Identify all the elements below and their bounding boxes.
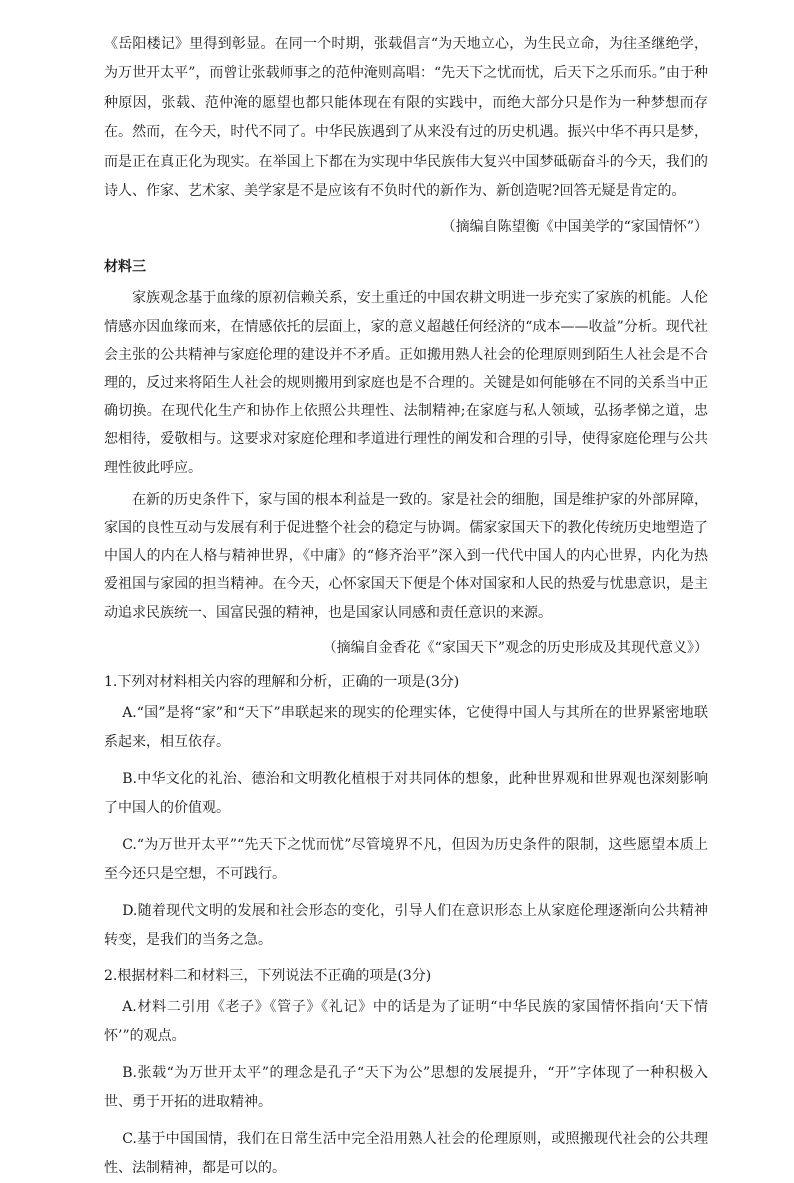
question-1-option-c: C.“为万世开太平”“先天下之忧而忧”尽管境界不凡，但因为历史条件的限制，这些愿望本质上至今还只是空想，不可践行。: [104, 836, 708, 882]
question-2-option-c: C.基于中国国情，我们在日常生活中完全沿用熟人社会的伦理原则，或照搬现代社会的公共理性、法制精神，都是可以的。: [104, 1130, 708, 1176]
question-1-option-a: A.“国”是将“家”和“天下”串联起来的现实的伦理实体，它使得中国人与其所在的世界紧密地联系起来，相互依存。: [104, 704, 708, 750]
question-2-option-b: B.张载“为万世开太平”的理念是孔子“天下为公”思想的发展提升，“开”字体现了一种积极入世、勇于开拓的进取精神。: [104, 1064, 708, 1110]
material3-paragraph-1: 家族观念基于血缘的原初信赖关系，安土重迁的中国农耕文明进一步充实了家族的机能。人伦情感亦因血缘而来，在情感依托的层面上，家的意义超越任何经济的“成本——收益”分析。现代社会主张的公共精神与家庭伦理的建设并不矛盾。正如搬用熟人社会的伦理原则到陌生人社会是不合理的，反过来将陌生人社会的规则搬用到家庭也是不合理的。关键是如何能够在不同的关系当中正确切换。在现代化生产和协作上依照公共理性、法制精神;在家庭与私人领域，弘扬孝悌之道，忠恕相待，爱敬相与。这要求对家庭伦理和孝道进行理性的阐发和合理的引导，使得家庭伦理与公共理性彼此呼应。: [104, 290, 708, 476]
material3-heading: 材料三: [104, 259, 146, 276]
material3-section: [104, 254, 708, 660]
question-2: [104, 963, 708, 1183]
material3-paragraph-2: 在新的历史条件下，家与国的根本利益是一致的。家是社会的细胞，国是维护家的外部屏障，家国的良性互动与发展有利于促进整个社会的稳定与协调。儒家家国天下的教化传统历史地塑造了中国人的内在人格与精神世界，《中庸》的“修齐治平”深入到一代代中国人的内心世界，内化为热爱祖国与家园的担当精神。在今天，心怀家国天下便是个体对国家和人民的热爱与忧患意识，是主动追求民族统一、国富民强的精神，也是国家认同感和责任意识的来源。: [104, 491, 708, 621]
question-1-option-d: D.随着现代文明的发展和社会形态的变化，引导人们在意识形态上从家庭伦理逐渐向公共精神转变，是我们的当务之急。: [104, 902, 708, 948]
material2-tail-paragraph: 《岳阳楼记》里得到彰显。在同一个时期，张载倡言“为天地立心，为生民立命，为往圣继绝学，为万世开太平”，而曾让张载师事之的范仲淹则高唱：“先天下之忧而忧，后天下之乐而乐。”由于种种原因，张载、范仲淹的愿望也都只能体现在有限的实践中，而绝大部分只是作为一种梦想而存在。然而，在今天，时代不同了。中华民族遇到了从来没有过的历史机遇。振兴中华不再只是梦，而是正在真正化为现实。在举国上下都在为实现中华民族伟大复兴中国梦砥砺奋斗的今天，我们的诗人、作家、艺术家、美学家是不是应该有不负时代的新作为、新创造呢?回答无疑是肯定的。: [104, 36, 708, 200]
question-1-option-b: B.中华文化的礼治、德治和文明教化植根于对共同体的想象，此种世界观和世界观也深刻影响了中国人的价值观。: [104, 770, 708, 816]
question-2-option-a: A.材料二引用《老子》《管子》《礼记》中的话是为了证明“中华民族的家国情怀指向‘天下情怀’”的观点。: [104, 998, 708, 1044]
material2-source: （摘编自陈望衡《中国美学的“家国情怀”）: [441, 219, 708, 236]
material3-source: （摘编自金香花《“家国天下”观念的历史形成及其现代意义》）: [322, 639, 708, 656]
question-2-stem: 2.根据材料二和材料三，下列说法不正确的项是(3分): [104, 967, 432, 984]
question-1: [104, 669, 708, 955]
question-1-stem: 1.下列对材料相关内容的理解和分析，正确的一项是(3分): [104, 673, 460, 690]
